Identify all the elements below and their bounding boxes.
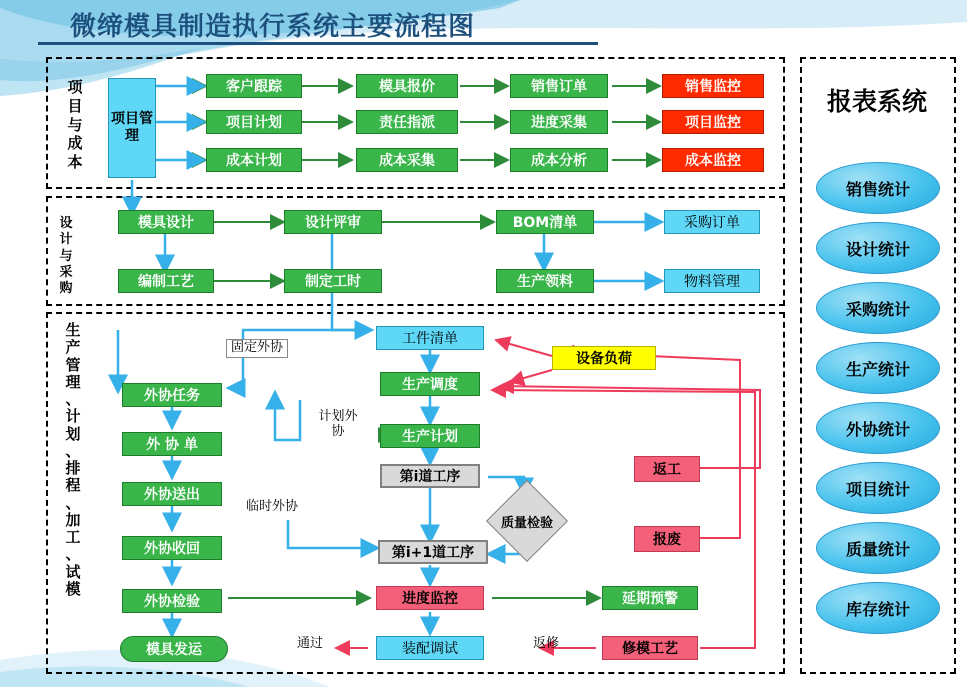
- node-quality-check-label: 质量检验: [500, 516, 553, 531]
- page-title: 微缔模具制造执行系统主要流程图: [70, 12, 476, 42]
- report-item-inventory[interactable]: 库存统计: [816, 582, 940, 634]
- node-material-management[interactable]: 物料管理: [664, 269, 760, 293]
- edge-label-plan-outsource: 计划外协: [318, 409, 358, 439]
- node-delay-warning[interactable]: 延期预警: [602, 586, 698, 610]
- node-equipment-load[interactable]: 设备负荷: [552, 346, 656, 370]
- node-project-plan[interactable]: 项目计划: [206, 110, 302, 134]
- panel-production-label: 生 产 管 理 、 计 划 、 排 程 、 加 工 、 试 模: [65, 321, 81, 598]
- node-mold-quotation[interactable]: 模具报价: [356, 74, 458, 98]
- node-bom-list[interactable]: BOM清单: [496, 210, 594, 234]
- node-progress-collection[interactable]: 进度采集: [510, 110, 608, 134]
- node-mold-repair-process[interactable]: 修模工艺: [602, 636, 698, 660]
- edge-label-repair: 返修: [532, 636, 559, 651]
- node-outsource-order[interactable]: 外 协 单: [122, 432, 222, 456]
- node-cost-monitor[interactable]: 成本监控: [662, 148, 764, 172]
- report-system-title: 报表系统: [826, 87, 927, 116]
- edge-label-temp-outsource: 临时外协: [245, 499, 298, 514]
- node-outsource-receive[interactable]: 外协收回: [122, 536, 222, 560]
- node-assembly-debug[interactable]: 装配调试: [376, 636, 484, 660]
- panel-design-label: 设 计 与 采 购: [59, 216, 73, 296]
- node-process-i-plus-1[interactable]: 第i+1道工序: [378, 540, 488, 564]
- node-rework[interactable]: 返工: [634, 456, 700, 482]
- node-customer-tracking[interactable]: 客户跟踪: [206, 74, 302, 98]
- report-item-outsource[interactable]: 外协统计: [816, 402, 940, 454]
- node-mold-delivery[interactable]: 模具发运: [120, 636, 228, 662]
- report-item-design[interactable]: 设计统计: [816, 222, 940, 274]
- node-progress-monitor[interactable]: 进度监控: [376, 586, 484, 610]
- panel-project-label: 项 目 与 成 本: [67, 78, 83, 171]
- report-item-quality[interactable]: 质量统计: [816, 522, 940, 574]
- node-cost-collection[interactable]: 成本采集: [356, 148, 458, 172]
- node-responsibility-assign[interactable]: 责任指派: [356, 110, 458, 134]
- node-cost-plan[interactable]: 成本计划: [206, 148, 302, 172]
- node-project-management[interactable]: 项目管理: [108, 78, 156, 178]
- edge-label-fixed-outsource: 固定外协: [226, 339, 288, 358]
- node-purchase-order[interactable]: 采购订单: [664, 210, 760, 234]
- node-workpiece-list[interactable]: 工件清单: [376, 326, 484, 350]
- node-process-i[interactable]: 第i道工序: [380, 464, 480, 488]
- node-time-standard[interactable]: 制定工时: [284, 269, 382, 293]
- title-underline: [38, 42, 598, 45]
- node-production-schedule[interactable]: 生产调度: [380, 372, 480, 396]
- node-sales-order[interactable]: 销售订单: [510, 74, 608, 98]
- node-mold-design[interactable]: 模具设计: [118, 210, 214, 234]
- node-production-picking[interactable]: 生产领料: [496, 269, 594, 293]
- report-item-purchase[interactable]: 采购统计: [816, 282, 940, 334]
- node-outsource-send[interactable]: 外协送出: [122, 482, 222, 506]
- report-item-sales[interactable]: 销售统计: [816, 162, 940, 214]
- node-project-monitor[interactable]: 项目监控: [662, 110, 764, 134]
- node-outsource-inspect[interactable]: 外协检验: [122, 589, 222, 613]
- node-design-review[interactable]: 设计评审: [284, 210, 382, 234]
- node-scrap[interactable]: 报废: [634, 526, 700, 552]
- node-process-planning[interactable]: 编制工艺: [118, 269, 214, 293]
- node-production-plan[interactable]: 生产计划: [380, 424, 480, 448]
- report-item-project[interactable]: 项目统计: [816, 462, 940, 514]
- node-cost-analysis[interactable]: 成本分析: [510, 148, 608, 172]
- edge-label-pass: 通过: [296, 636, 323, 651]
- report-item-production[interactable]: 生产统计: [816, 342, 940, 394]
- node-outsource-task[interactable]: 外协任务: [122, 383, 222, 407]
- node-sales-monitor[interactable]: 销售监控: [662, 74, 764, 98]
